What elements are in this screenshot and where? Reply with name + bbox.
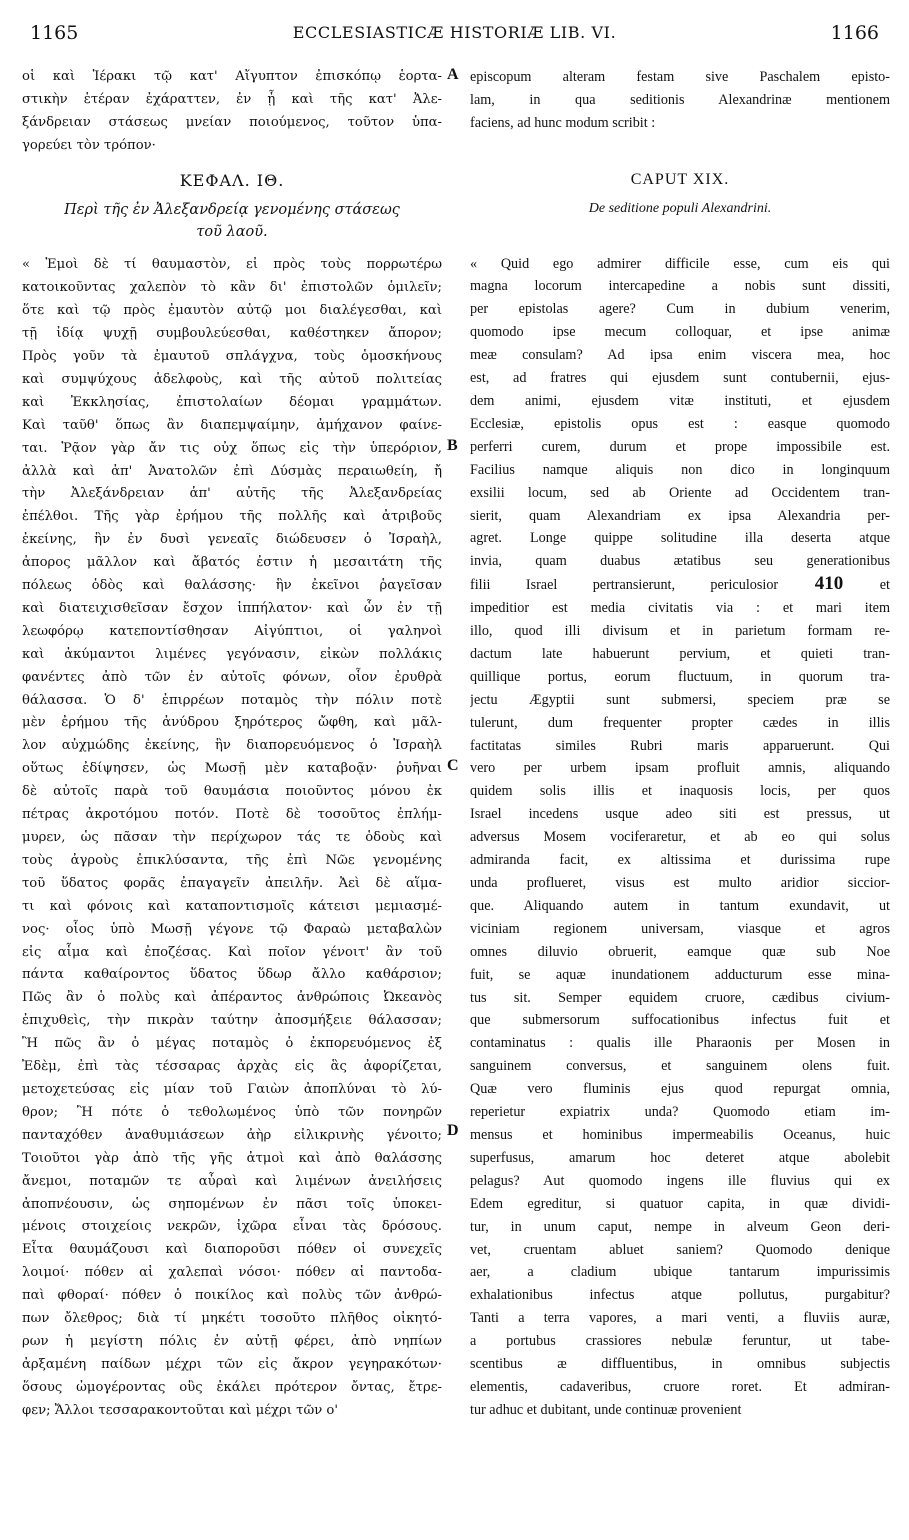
latin-intro (470, 66, 890, 135)
page-header (14, 8, 895, 48)
latin-body (470, 253, 890, 1422)
latin-text-line: superfusus, amarum hoc deteret atque abolebit (470, 1149, 890, 1166)
greek-text-line: λοιμοί· πόθεν αἱ χαλεπαὶ νόσοι· πόθεν αἱ παντοδα- (22, 1265, 442, 1281)
greek-text-line: ἐπιχυθεὶς, τὴν πικρὰν ταύτην ἀποσμήξειε θάλασσαν; (22, 1013, 442, 1029)
greek-text-line: ἀρξαμένη παίδων μέχρι τῶν εἰς ἄκρον γεγηρακότων· (22, 1356, 442, 1372)
latin-text-line: Israel incedens usque adeo siti est pressus, ut (470, 806, 890, 823)
latin-text-line: que submersorum suffocationibus infectus fuit et (470, 1012, 890, 1029)
latin-text-line: elementis, cadaveribus, cruore roret. Et admiran- (470, 1378, 890, 1395)
greek-intro-line: οἱ καὶ Ἱέρακι τῷ κατ' Αἴγυπτον ἐπισκόπῳ ἑορτα- (22, 69, 442, 84)
latin-text-line: scentibus æ diffluentibus, in omnibus subjectis (470, 1356, 890, 1373)
margin-marker-d: D (447, 1122, 459, 1139)
page-number-right: 1166 (830, 22, 879, 44)
latin-text-line: meæ consulam? Ad ipsa enim viscera mea, hoc (470, 347, 890, 364)
latin-text-line: unda proflueret, visus est multo aridior siccior- (470, 875, 890, 891)
greek-intro-line: στικὴν ἑτέραν ἐχάραττεν, ἐν ᾗ καὶ τῆς κατ' Ἀλε- (22, 91, 442, 107)
page-number-left: 1165 (30, 22, 79, 44)
greek-text-line: τι καὶ φόνοις καὶ καταποντισμοῖς κάτεισι μεμιασμέ- (22, 898, 442, 914)
latin-text-line: dactum late habuerunt pervium, et quieti tran- (470, 645, 890, 662)
greek-text-line: τοῦ ὕδατος φορᾶς ἐπαγαγεῖν ἀπειλῆν. Ἀεὶ δὲ αἵμα- (22, 875, 442, 891)
latin-text-line: quomodo ipse mecum colloquar, et ipse animæ (470, 324, 890, 341)
greek-text-line: πάντα καθαίροντος ὕδατος ὕδωρ ἄλλο καθάρσιον; (22, 967, 442, 983)
greek-chapter-subtitle-2: τοῦ λαοῦ. (196, 224, 268, 241)
latin-text-line: est, ad fratres qui ejusdem sunt contubernii, ejus- (470, 370, 890, 387)
latin-text-line: jectu Ægyptii sunt submersi, speciem præ se (470, 691, 890, 708)
greek-text-line: φανέντες ἀπὸ τῶν ἐν αὐτοῖς φόνων, οἷον ἐρυθρὰ (22, 669, 442, 685)
latin-intro-line: faciens, ad hunc modum scribit : (470, 114, 656, 131)
latin-intro-line: episcopum alteram festam sive Paschalem episto- (470, 69, 890, 85)
latin-text-line: tulerunt, dum frequenter propter cædes in illis (470, 714, 890, 731)
greek-text-line: ἐπέλθοι. Τῆς γὰρ ἐρήμου τῆς πολλῆς καὶ ἀτριβοῦς (22, 509, 442, 525)
latin-text-line: fuit, se aquæ inundationem adducturum esse mina- (470, 966, 890, 983)
greek-intro (22, 66, 442, 158)
greek-text-line: πέτρας ἀκροτόμου ποτόν. Ποτὲ δὲ τοσοῦτος ἐπλήμ- (22, 807, 442, 823)
greek-text-line: πόλεως ὁδὸς καὶ θαλάσσης· ἣν ἐκεῖνοι ῥαγεῖσαν (22, 578, 442, 594)
latin-chapter-heading: CAPUT XIX. (630, 170, 730, 188)
latin-text-line: agret. Longe quippe solitudine illa deserta atque (470, 530, 890, 547)
greek-text-line: ἀλλὰ καὶ ἀπ' Ἀνατολῶν ἐπὶ Δύσμὰς περαιωθείη, ἤ (22, 463, 442, 479)
greek-intro-line: ξάνδρειαν στάσεως μνείαν ποιούμενος, τοῦτον ὑπα- (22, 114, 442, 130)
greek-text-line: ἄνεμοι, ποταμῶν τε αὖραὶ καὶ λιμένων ἀνειλήσεις (22, 1173, 442, 1189)
latin-text-line: omnes diluvio obruerit, eamque quæ sub Noe (470, 943, 890, 960)
greek-text-line: καὶ διατειχισθεῖσαν ἔσχον ἱππήλατον· καὶ ὧν ἐν τῇ (22, 600, 442, 616)
latin-text-line: perferri curem, durum et prope impossibile est. (470, 438, 890, 455)
greek-chapter-subtitle-1: Περὶ τῆς ἐν Ἀλεξανδρείᾳ γενομένης στάσεως (64, 201, 400, 218)
greek-text-line: Τοιοῦτοι γὰρ ἀπὸ τῆς γῆς ἀτμοὶ καὶ ἀπὸ θαλάσσης (22, 1150, 442, 1166)
greek-text-line: Καὶ ταῦθ' ὅπως ἂν διαπεμψαίμην, ἀμήχανον φαίνε- (22, 417, 442, 433)
greek-text-line: παὶ φθοραί· πόθεν ὁ ποικίλος καὶ πολὺς τῶν ἀνθρώ- (22, 1288, 442, 1304)
greek-text-line: τοὺς ἀγροὺς ἐπικλύσαντα, τῆς ἐπὶ Νῶε γενομένης (22, 852, 442, 868)
latin-text-line: Facilius namque aliquis non dico in longinquum (470, 461, 890, 478)
greek-text-line: ἐκείνης, ἣν ἐν δυσὶ γενεαῖς διώδευσεν ὁ Ἰσραὴλ, (22, 532, 442, 548)
greek-text-line: ρων ἡ μεγίστη πόλις ἐν αὐτῇ φέρει, ἀπὸ νηπίων (22, 1333, 442, 1349)
latin-text-line: impeditior est media civitatis via : et mari item (470, 600, 890, 617)
latin-text-line: exsilii locum, sed ab Oriente ad Occidentem tran- (470, 484, 890, 501)
latin-chapter-subtitle: De seditione populi Alexandrini. (588, 200, 772, 216)
greek-column (22, 66, 442, 1423)
latin-text-line: factitatas similes Rubri maris apparuerunt. Qui (470, 737, 890, 754)
greek-text-line: Εἶτα θαυμάζουσι καὶ διαποροῦσι πόθεν οἱ συνεχεῖς (22, 1242, 442, 1258)
latin-text-line: quidem solis illis et inaquosis locis, per quos (470, 783, 890, 800)
running-title: ECCLESIASTICÆ HISTORIÆ LIB. VI. (292, 23, 617, 42)
latin-text-line: vet, cruentam abluet saniem? Quomodo denique (470, 1241, 890, 1258)
greek-text-line: καὶ Ἐκκλησίας, ἐπιστολαίων δέομαι γραμμάτων. (22, 394, 442, 410)
latin-text-line: Tanti a terra vapores, a mari venti, a fluviis auræ, (470, 1310, 890, 1327)
greek-text-line: ται. Ῥᾷον γὰρ ἄν τις οὐχ ὅπως εἰς τὴν ὑπερόριον, (22, 440, 442, 456)
greek-text-line: Πρὸς γοῦν τὰ ἐμαυτοῦ σπλάγχνα, τοὺς ὁμοσκήνους (22, 348, 442, 364)
latin-text-line: pelagus? Aut quomodo ingens ille fluvius qui ex (470, 1172, 890, 1189)
greek-text-line: θρον; Ἢ πότε ὁ τεθολωμένος ὑπὸ τῶν πονηρῶν (22, 1104, 442, 1120)
greek-text-line: καὶ ἀκύμαντοι λιμένες γεγόνασιν, εἰκὼν πολλάκις (22, 646, 442, 662)
latin-text-line: que. Aliquando autem in tantum exundavit, ut (470, 897, 890, 914)
greek-text-line: τῇ ἰδίᾳ ψυχῇ συμβουλεύεσθαι, καθέστηκεν ἄπορον; (22, 326, 442, 342)
greek-text-line: θάλασσα. Ὁ δ' ἐπιρρέων ποταμὸς τὴν πόλιν ποτὲ (22, 692, 442, 708)
latin-text-line: sierit, quam Alexandriam ex ipsa Alexandria per- (470, 507, 890, 524)
greek-text-line: μένοις στοιχείοις νεκρῶν, ἰχῶρα εἶναι τὰς δρόσους. (22, 1219, 442, 1235)
greek-text-line: κατοικοῦντας χαλεπὸν τὸ κἂν δι' ἐπιστολῶν ὁμιλεῖν; (22, 280, 442, 296)
latin-column (470, 66, 890, 1422)
latin-text-line: aer, a cladium ubique tantarum impurissimis (470, 1264, 890, 1281)
greek-text-line: μὲν ἐρήμου τῆς ἀνύδρου ξηρότερος ὤφθη, καὶ μᾶλ- (22, 715, 442, 731)
latin-text-line: sanguinem conversus, et sanguinem olens fuit. (470, 1058, 890, 1075)
greek-text-line: νος· οἷος ὑπὸ Μωσῇ γέγονε τῷ Φαραὼ μεταβαλὼν (22, 921, 442, 937)
greek-text-line: λον αὐχμώδης ἐκείνης, ἣν διαπορευόμενος ὁ Ἰσραὴλ (22, 738, 442, 754)
latin-text-line: quillique portus, eorum fluctuum, in quorum tra- (470, 668, 890, 685)
greek-text-line: ἀποπνέουσιν, ὡς σηπομένων ἐν πᾶσι τοῖς ὑποκει- (22, 1196, 442, 1212)
greek-text-line: πων ὄλεθρος; διὰ τί μηκέτι τοσοῦτο πλῆθος οἰκητό- (22, 1311, 442, 1327)
greek-text-line: οὕτως ἐδίψησεν, ὡς Μωσῇ μὲν καταβοᾷν· ῥυῆναι (22, 761, 442, 777)
greek-text-line: καὶ συμψύχους ἀδελφοὺς, καὶ τῆς αὐτοῦ πολιτείας (22, 371, 442, 387)
margin-marker-c: C (447, 757, 459, 774)
latin-text-line: exhalationibus infectus atque pollutus, purgabitur? (470, 1287, 890, 1304)
greek-text-line: ἀπορος μᾶλλον καὶ ἄβατός ἐστιν ἡ μεσαιτάτη τῆς (22, 555, 442, 571)
greek-text-line: εἰς αἷμα καὶ ἐποζέσας. Καὶ ποῖον γένοιτ' ἂν τοῦ (22, 944, 442, 960)
greek-text-line: ὅτε καὶ τῷ πρὸς ἐμαυτὸν αὐτῷ μοι διαλέγεσθαι, καὶ (22, 303, 442, 319)
column-number-suffix: et (879, 577, 890, 594)
latin-text-line: dem animi, ejusdem vitæ instituti, et ejusdem (470, 392, 890, 409)
greek-text-line: πανταχόθεν ἀναθυμιάσεων ἀὴρ εἰλικρινὴς γένοιτο; (22, 1127, 442, 1143)
latin-intro-line: lam, in qua seditionis Alexandrinæ mentionem (470, 91, 890, 108)
latin-text-line: tur, in unum caput, nempe in alveum Geon deri- (470, 1218, 890, 1235)
latin-text-line: reperietur expiatrix unda? Quomodo etiam im- (470, 1104, 890, 1121)
greek-text-line: μυρεν, ὡς πᾶσαν τὴν περίχωρον τάς τε ὁδοὺς καὶ (22, 830, 442, 845)
latin-text-line: viciniam regionem universam, viasque et agros (470, 920, 890, 937)
greek-text-line: τὴν Ἀλεξάνδρειαν ἀπ' αὐτῆς τῆς Ἀλεξανδρείας (22, 486, 442, 502)
latin-text-line: tur adhuc et dubitant, unde continuæ provenient (470, 1401, 742, 1418)
greek-text-line: « Ἐμοὶ δὲ τί θαυμαστὸν, εἰ πρὸς τοὺς πορρωτέρω (22, 257, 442, 273)
greek-body (22, 254, 442, 1422)
latin-text-line: admiranda facit, ex altissima et durissima rupe (470, 852, 890, 869)
latin-text-line: illo, quod illi divisum et in parietum formam re- (470, 623, 890, 640)
latin-text-line: Edem egreditur, si quatuor capita, in quæ dividi- (470, 1195, 890, 1212)
latin-text-line: a portubus crassiores nebulæ feruntur, ut tabe- (470, 1333, 890, 1350)
latin-text-line: Quæ vero fluminis ejus quod repurgat omnia, (470, 1081, 890, 1098)
greek-chapter-heading: ΚΕΦΑΛ. ΙΘ. (179, 170, 285, 190)
latin-text-line: adversus Mosem vociferaretur, et ab eo qui solus (470, 829, 890, 846)
latin-text-line: vero per urbem ipsam profluit amnis, aliquando (470, 760, 890, 777)
greek-text-line: λεωφόρῳ κατεποντίσθησαν Αἰγύπτιοι, οἱ γαληνοὶ (22, 623, 442, 639)
latin-text-line: mensus et hominibus impermeabilis Oceanus, huic (470, 1126, 890, 1143)
greek-text-line: μετοχετεύσας εἰς μίαν τοῦ Γαιὼν ἀποπλύναι τὸ λύ- (22, 1081, 442, 1097)
greek-text-line: Ἐδὲμ, ἐπὶ τὰς τέσσαρας ἀρχὰς εἰς ἃς ἀφορίζεται, (22, 1059, 442, 1075)
margin-marker-a: A (447, 66, 459, 83)
latin-text-line: filii Israel pertransierunt, periculosior 410 et (470, 573, 890, 595)
latin-text-line: tus sit. Semper equidem cruore, cædibus civium- (470, 989, 890, 1006)
greek-text-line: φεν; Ἄλλοι τεσσαρακοντοῦται καὶ μέχρι τῶν ο' (22, 1402, 338, 1418)
column-number: 410 (778, 573, 880, 595)
latin-text-line: magna locorum intercapedine a nobis sunt dissiti, (470, 278, 890, 295)
latin-text-line: invia, quam duabus ætatibus seu generationibus (470, 553, 890, 570)
latin-text-line: per epistolas agere? Cum in dubium venerim, (470, 301, 890, 318)
greek-text-line: Πῶς ἂν ὁ πολὺς καὶ ἀπέραντος ἀνθρώποις Ὠκεανὸς (22, 990, 442, 1006)
latin-text-line: contaminatus : qualis ille Pharaonis per Mosen in (470, 1035, 890, 1052)
greek-text-line: δὲ αὐτοῖς παρὰ τοῦ θαυμάσια ποιοῦντος μόνου ἐκ (22, 784, 442, 800)
greek-text-line: Ἢ πῶς ἂν ὁ μέγας ποταμὸς ὁ ἐκπορευόμενος ἐξ (22, 1036, 442, 1052)
greek-intro-line: γορεύει τὸν τρόπον· (22, 137, 156, 153)
latin-text-line: « Quid ego admirer difficile esse, cum eis qui (470, 255, 890, 272)
margin-marker-b: B (447, 437, 458, 454)
latin-text-line: Ecclesiæ, epistolis opus est : easque quomodo (470, 415, 890, 432)
greek-text-line: ὅσους ὠμογέροντας οὓς ἐκάλει πρότερον ὄντας, ἔτρε- (22, 1379, 442, 1395)
